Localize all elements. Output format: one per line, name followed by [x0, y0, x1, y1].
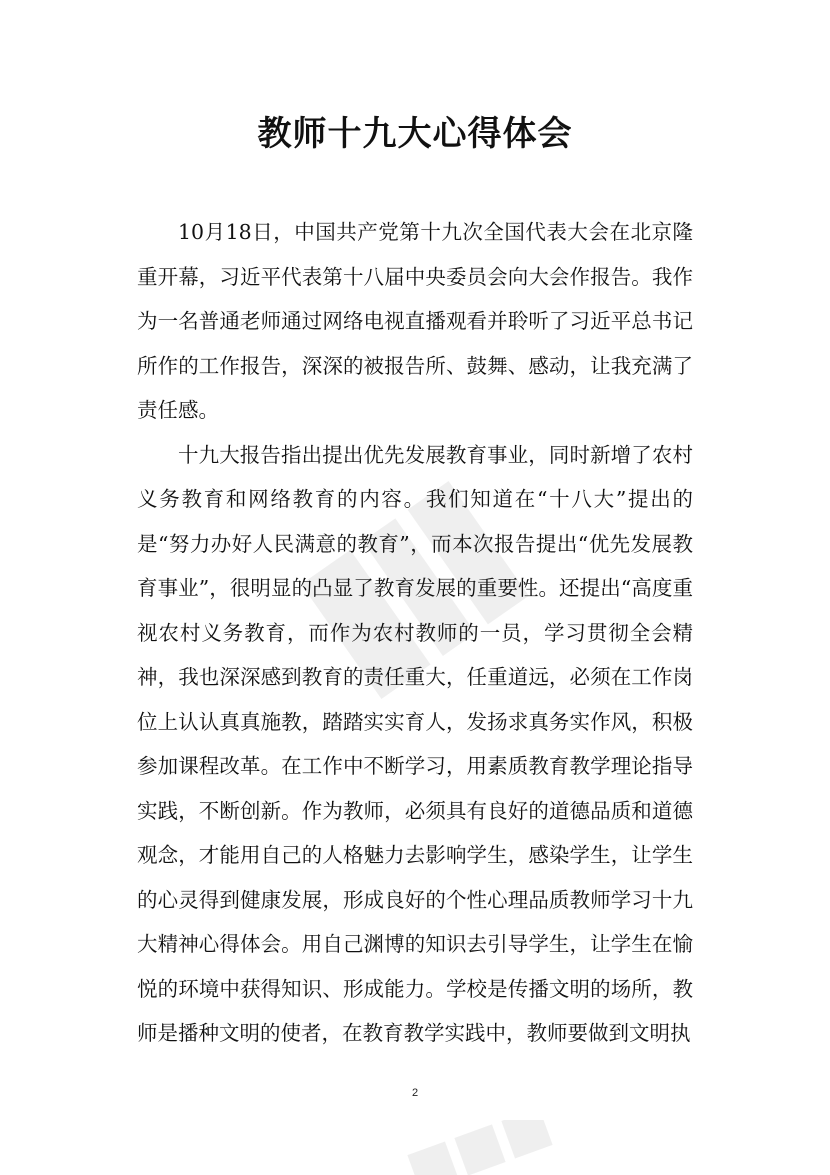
- watermark-bottom-stroke-1: [407, 1141, 458, 1175]
- paragraph-1: 10月18日，中国共产党第十九次全国代表大会在北京隆重开幕，习近平代表第十八届中央委员会向大会作报告。我作为一名普通老师通过网络电视直播观看并聆听了习近平总书记所作的工作报告，深深的被报告所、鼓舞、感动，让我充满了责任感。: [137, 220, 693, 422]
- document-body: [137, 210, 693, 1056]
- page-number: 2: [411, 1087, 419, 1099]
- watermark-bottom-graphic: [400, 1120, 560, 1175]
- watermark-bottom-stroke-3: [501, 1120, 552, 1159]
- watermark-bottom-stroke-2: [454, 1124, 505, 1175]
- document-title: 教师十九大心得体会: [257, 114, 573, 154]
- paragraph-2: 十九大报告指出提出优先发展教育事业，同时新增了农村义务教育和网络教育的内容。我们知道在“十八大”提出的是“努力办好人民满意的教育”，而本次报告提出“优先发展教育事业”，很明显的凸显了教育发展的重要性。还提出“高度重视农村义务教育，而作为农村教师的一员，学习贯彻全会精神，我也深深感到教育的责任重大，任重道远，必须在工作岗位上认认真真施教，踏踏实实育人，发扬求真务实作风，积极参加课程改革。在工作中不断学习，用素质教育教学理论指导实践，不断创新。作为教师，必须具有良好的道德品质和道德观念，才能用自己的人格魅力去影响学生，感染学生，让学生的心灵得到健康发展，形成良好的个性心理品质教师学习十九大精神心得体会。用自己渊博的知识去引导学生，让学生在愉悦的环境中获得知识、形成能力。学校是传播文明的场所，教师是播种文明的使者，在教育教学实践中，教师要做到文明执: [137, 442, 693, 1045]
